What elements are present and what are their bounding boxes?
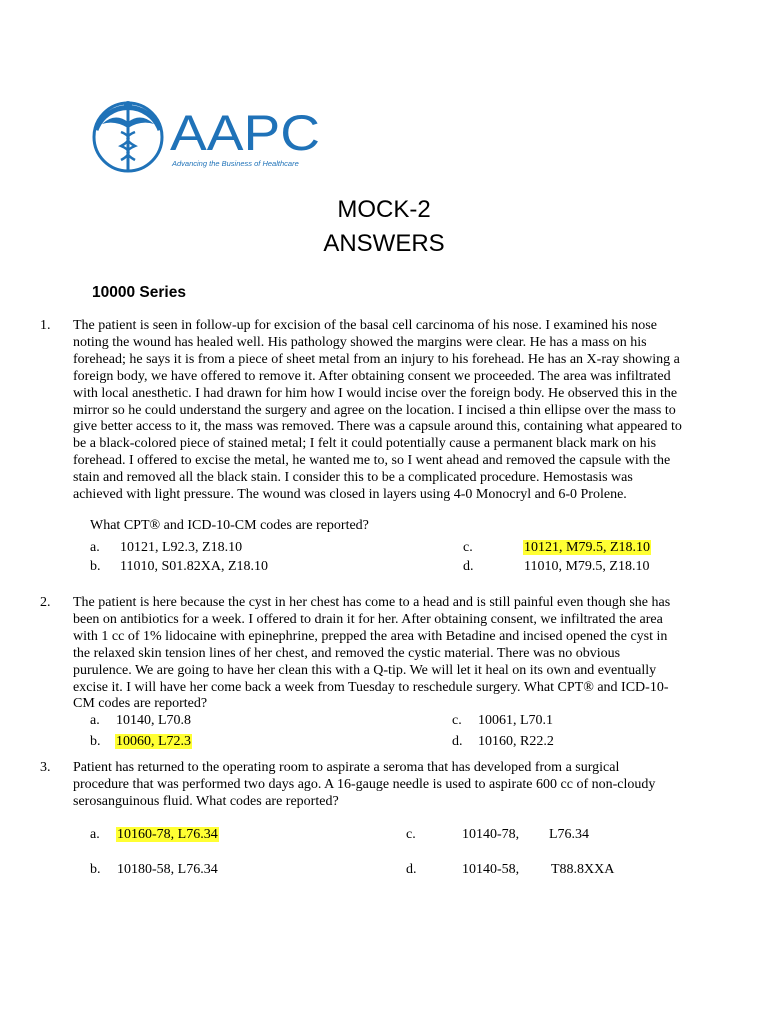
question-text: The patient is here because the cyst in her chest has come to a head and is still painful even though she has been on antibiotics for a week. I offered to drain it for her. After obtaining consent, we infiltrated the area with 1 cc of 1% lidocaine with epinephrine, prepped the area with Betadine and incised opened the cyst in the relaxed skin tension lines of her chest, and removed the cystic material. There was no obvious purulence. We are going to have her clean this with a Q-tip. We will let it heal on its own and eventually excise it. I will have her come back a week from Tuesday to reschedule surgery. What CPT® and ICD-10-CM codes are reported? (73, 595, 671, 712)
answer-highlight: 10160-78, L76.34 (117, 827, 218, 842)
answer-highlight: 10060, L72.3 (116, 734, 192, 749)
option-text-correct (115, 734, 192, 750)
option-letter: c. (452, 713, 462, 728)
question-text: The patient is seen in follow-up for excision of the basal cell carcinoma of his nose. I examined his nose noting the wound has healed well. His pathology showed the margins were clear. He has a mass on his forehead; he says it is from a piece of sheet metal from an injury to his forehead. He has an X-ray showing a foreign body, we have offered to remove it. After obtaining consent we proceeded. The area was infiltrated with local anesthetic. I had drawn for him how I would incise over the foreign body. He observed this in the mirror so he could understand the surgery and agree on the location. I incised a thin ellipse over the mass to give better access to it, the mass was removed. There was a capsule around this, containing what appeared to be a black-colored piece of stained metal; I felt it could potentially cause a permanent black mark on his forehead. I offered to excise the metal, he wanted me to, so I went ahead and removed the capsule with the stain and removed all the black stain. I consider this to be a complicated procedure. Hemostasis was achieved with light pressure. The wound was closed in layers using 4-0 Monocryl and 6-0 Prolene. (73, 318, 682, 503)
logo-wordmark: AAPC (170, 105, 320, 161)
question-number: 3. (40, 760, 51, 775)
option-text: 10140-58, (462, 862, 520, 877)
option-letter: d. (406, 862, 417, 877)
option-text: 10180-58, L76.34 (117, 862, 218, 877)
option-letter: d. (463, 559, 474, 574)
option-letter: c. (463, 540, 473, 555)
answer-highlight: 10121, M79.5, Z18.10 (524, 540, 650, 555)
option-letter: c. (406, 827, 416, 842)
page-subtitle: ANSWERS (323, 230, 445, 257)
option-text-correct (116, 827, 219, 843)
option-text-code: L76.34 (549, 827, 590, 842)
question-prompt: What CPT® and ICD-10-CM codes are reported? (90, 518, 369, 533)
option-letter: a. (90, 713, 100, 728)
option-letter: b. (90, 734, 101, 749)
option-text-code: T88.8XXA (551, 862, 615, 877)
section-heading: 10000 Series (92, 284, 186, 301)
option-letter: a. (90, 540, 100, 555)
option-text-correct (523, 540, 651, 556)
option-letter: a. (90, 827, 100, 842)
option-text: 10140-78, (462, 827, 520, 842)
question-text: Patient has returned to the operating room to aspirate a seroma that has developed from a surgical procedure that was performed two days ago. A 16-gauge needle is used to aspirate 600 cc of non-cloudy serosanguinous fluid. What codes are reported? (73, 760, 656, 809)
option-text: 11010, S01.82XA, Z18.10 (120, 559, 269, 574)
question-number: 2. (40, 595, 51, 610)
caduceus-icon (90, 92, 330, 182)
option-letter: d. (452, 734, 463, 749)
page-title: MOCK-2 (337, 196, 431, 223)
option-text: 10160, R22.2 (478, 734, 554, 749)
question-number: 1. (40, 318, 51, 333)
option-text: 11010, M79.5, Z18.10 (524, 559, 650, 574)
aapc-logo (90, 92, 330, 182)
option-letter: b. (90, 862, 101, 877)
logo-tagline: Advancing the Business of Healthcare (172, 159, 299, 168)
option-text: 10061, L70.1 (478, 713, 554, 728)
option-letter: b. (90, 559, 101, 574)
option-text: 10121, L92.3, Z18.10 (120, 540, 243, 555)
option-text: 10140, L70.8 (116, 713, 192, 728)
